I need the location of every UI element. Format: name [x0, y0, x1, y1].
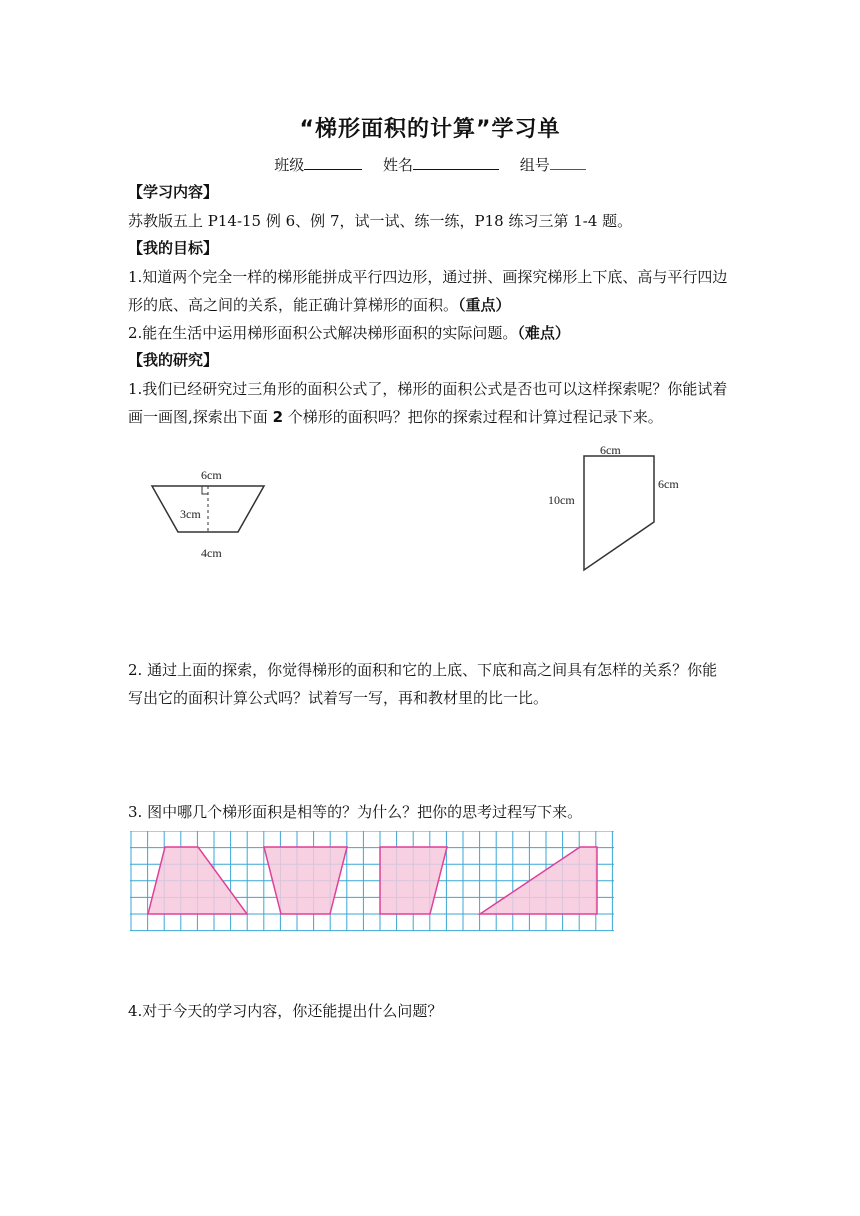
research-heading: 【我的研究】 — [128, 351, 219, 369]
class-field[interactable]: 班级 — [274, 154, 362, 175]
trapezoid-figure-1 — [140, 462, 280, 566]
student-info-row — [0, 154, 860, 175]
trapezoid-2-right-label: 6cm — [658, 477, 679, 491]
goal-2: 2.能在生活中运用梯形面积公式解决梯形面积的实际问题。（难点） — [128, 324, 570, 342]
question-3: 3. 图中哪几个梯形面积是相等的？为什么？把你的思考过程写下来。 — [128, 803, 583, 821]
trapezoid-grid-figure — [130, 831, 614, 933]
goal-1: 1.知道两个完全一样的梯形能拼成平行四边形，通过拼、画探究梯形上下底、高与平行四边形的底、高之间的关系，能正确计算梯形的面积。（重点） — [128, 268, 728, 314]
content-heading: 【学习内容】 — [128, 183, 219, 201]
page-title: “梯形面积的计算”学习单 — [299, 117, 561, 142]
trapezoid-2-top-label: 6cm — [600, 443, 621, 457]
trapezoid-2-left-label: 10cm — [548, 493, 575, 507]
right-angle-mark — [202, 486, 208, 494]
trapezoid-1-height-label: 3cm — [180, 507, 201, 521]
content-text: 苏教版五上 P14-15 例 6、例 7，试一试、练一练，P18 练习三第 1-4 题。 — [128, 212, 633, 230]
name-field[interactable]: 姓名 — [383, 154, 499, 175]
goals-heading: 【我的目标】 — [128, 239, 219, 257]
question-2: 2. 通过上面的探索，你觉得梯形的面积和它的上底、下底和高之间具有怎样的关系？你能写出它的面积计算公式吗？试着写一写，再和教材里的比一比。 — [128, 661, 718, 707]
grid-trapezoid-b — [264, 847, 347, 914]
trapezoid-2-shape — [584, 456, 654, 570]
question-4: 4.对于今天的学习内容，你还能提出什么问题？ — [128, 1002, 443, 1020]
question-1: 1.我们已经研究过三角形的面积公式了，梯形的面积公式是否也可以这样探索呢？你能试着画一画图,探索出下面 2 个梯形的面积吗？把你的探索过程和计算过程记录下来。 — [128, 380, 728, 426]
grid-trapezoid-c — [380, 847, 447, 914]
trapezoid-figure-2 — [540, 440, 690, 580]
trapezoid-1-top-label: 6cm — [201, 468, 222, 482]
trapezoid-1-bottom-label: 4cm — [201, 546, 222, 560]
group-field[interactable]: 组号 — [520, 154, 586, 175]
